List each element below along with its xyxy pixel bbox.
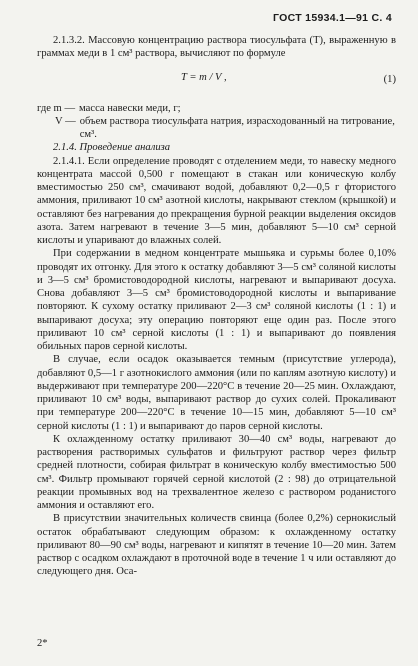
paragraph-2: При содержании в медном концентрате мышьяка и сурьмы более 0,10% проводят их отгонку. Для этого к остатку добавляют 3—5 см³ соляной кислоты и 3—5 см³ бромистоводородной кислоты, нагревают и выпаривают досуха. Снова добавляют 3—5 см³ бромистоводородной кислоты и выпаривание повторяют. К сухому остатку приливают 2—3 см³ соляной кислоты (1 : 1) и выпаривают досуха; эту операцию повторяют еще один раз. После этого приливают 10 см³ серной кислоты (1 : 1) и выпаривают до появления обильных паров серной кислоты.	[37, 248, 396, 352]
definition-m	[37, 102, 396, 115]
page-header: ГОСТ 15934.1—91 С. 4	[273, 12, 392, 24]
formula-block	[37, 66, 396, 96]
formula-number: (1)	[383, 73, 396, 85]
paragraph-2-1-3-2: 2.1.3.2. Массовую концентрацию раствора тиосульфата (T), выраженную в граммах меди в 1 см³ раствора, вычисляют по формуле	[37, 35, 396, 60]
paragraph-3: В случае, если осадок оказывается темным (присутствие углерода), добавляют 0,5—1 г азотнокислого аммония (или по каплям азотную кислоту) и выдерживают при температуре 200—220°С в течение 20—25 мин. Охлаждают, приливают 10 см³ воды, выпаривают раствор до сухих солей. Прокаливают при температуре 200—220°С в течение 10—15 мин, добавляют 5—10 см³ серной кислоты (1 : 1) и выпаривают до паров серной кислоты.	[37, 354, 396, 432]
page-mark: 2*	[37, 638, 48, 649]
definition-v-text: объем раствора тиосульфата натрия, израсходованный на титрование, см³.	[79, 115, 395, 140]
definition-v	[37, 115, 396, 142]
document-body	[37, 34, 396, 579]
section-heading: 2.1.4. Проведение анализа	[53, 142, 171, 154]
paragraph-5: В присутствии значительных количеств свинца (более 0,2%) сернокислый остаток обрабатывают следующим образом: к охлажденному остатку приливают 80—90 см³ воды, нагревают и кипятят в течение 10—20 мин. Затем раствор с осадком охлаждают в проточной воде в течение 1 ч или оставляют до следующего дня. Оса-	[37, 513, 396, 578]
definition-m-symbol: где m —	[37, 102, 76, 114]
definition-m-text: масса навески меди, г;	[79, 102, 181, 114]
formula: T = m / V ,	[181, 71, 227, 83]
definition-v-symbol: V —	[55, 115, 76, 127]
variable-definitions	[37, 102, 396, 142]
paragraph-4: К охлажденному остатку приливают 30—40 см³ воды, нагревают до растворения растворимых сульфатов и фильтруют раствор через фильтр средней плотности, собирая фильтрат в коническую колбу вместимостью 500 см³. Фильтр промывают горячей серной кислотой (2 : 98) до отрицательной реакции промывных вод на трехвалентное железо с раствором роданистого аммония и оставляют его.	[37, 433, 396, 511]
paragraph-1: 2.1.4.1. Если определение проводят с отделением меди, то навеску медного концентрата массой 0,500 г помещают в стакан или коническую колбу вместимостью 250 см³, смачивают водой, добавляют 0,2—0,5 г фтористого аммония, приливают 10 см³ азотной кислоты, накрывают стеклом (крышкой) и оставляют без нагревания до прекращения бурной реакции выделения оксидов азота. Затем нагревают в течение 3—5 мин, добавляют 5—10 см³ серной кислоты и упаривают до влажных солей.	[37, 155, 396, 246]
